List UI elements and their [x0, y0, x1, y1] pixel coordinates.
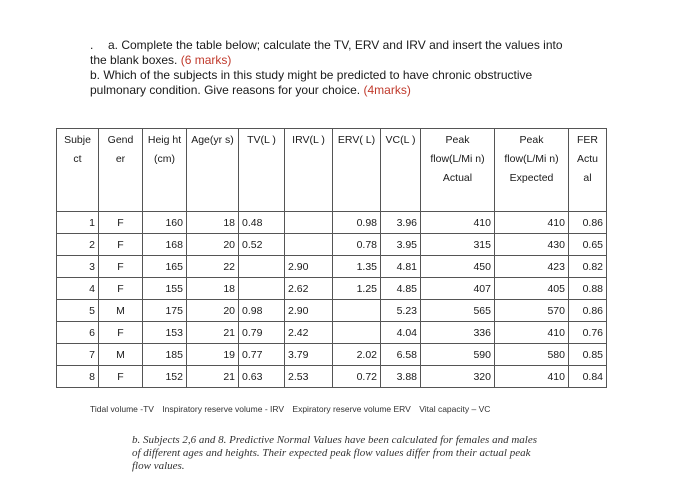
table-cell: 410 [421, 212, 495, 234]
table-cell: 3.95 [381, 234, 421, 256]
table-cell: F [99, 256, 143, 278]
table-cell: 0.78 [333, 234, 381, 256]
question-b-text2: pulmonary condition. Give reasons for your choice. [90, 83, 361, 97]
column-header: Gend er [99, 129, 143, 212]
question-block [90, 38, 650, 98]
blank-cell[interactable] [239, 278, 285, 300]
table-cell: 336 [421, 322, 495, 344]
table-cell: 2.42 [285, 322, 333, 344]
table-row [57, 344, 607, 366]
column-header: Peak flow(L/Mi n) Actual [421, 129, 495, 212]
table-cell: 0.82 [569, 256, 607, 278]
abbreviation-legend [90, 404, 650, 414]
blank-cell[interactable] [333, 300, 381, 322]
table-cell: 570 [495, 300, 569, 322]
column-header: TV(L ) [239, 129, 285, 212]
column-header: IRV(L ) [285, 129, 333, 212]
table-cell: 21 [187, 322, 239, 344]
table-cell: 18 [187, 212, 239, 234]
question-a-marks: (6 marks) [180, 53, 232, 67]
table-cell: 0.85 [569, 344, 607, 366]
table-cell: 153 [143, 322, 187, 344]
table-cell: 0.72 [333, 366, 381, 388]
table-cell: 6 [57, 322, 99, 344]
table-row [57, 322, 607, 344]
table-cell: 4 [57, 278, 99, 300]
table-cell: 185 [143, 344, 187, 366]
table-row [57, 256, 607, 278]
table-cell: 0.52 [239, 234, 285, 256]
column-header: ERV( L) [333, 129, 381, 212]
legend-vc: Vital capacity – VC [419, 404, 491, 414]
table-cell: 5.23 [381, 300, 421, 322]
table-cell: 22 [187, 256, 239, 278]
table-row [57, 366, 607, 388]
question-a-text: a. Complete the table below; calculate the TV, ERV and IRV and insert the values into [108, 38, 563, 52]
blank-cell[interactable] [285, 234, 333, 256]
table-header-row [57, 129, 607, 212]
table-cell: 0.76 [569, 322, 607, 344]
column-header: FER Actu al [569, 129, 607, 212]
table-body [57, 212, 607, 388]
table-cell: 4.85 [381, 278, 421, 300]
table-cell: 2.90 [285, 256, 333, 278]
table-cell: 1.25 [333, 278, 381, 300]
table-row [57, 300, 607, 322]
table-cell: 155 [143, 278, 187, 300]
table-cell: 3.88 [381, 366, 421, 388]
legend-irv: Inspiratory reserve volume - IRV [162, 404, 285, 414]
table-cell: 20 [187, 300, 239, 322]
question-b-line2 [90, 83, 650, 98]
table-cell: 18 [187, 278, 239, 300]
table-cell: 1.35 [333, 256, 381, 278]
table-cell: 0.77 [239, 344, 285, 366]
table-cell: 152 [143, 366, 187, 388]
table-cell: 407 [421, 278, 495, 300]
table-cell: 410 [495, 366, 569, 388]
table-row [57, 212, 607, 234]
blank-cell[interactable] [239, 256, 285, 278]
question-a-line1 [90, 38, 650, 53]
column-header: Age(yr s) [187, 129, 239, 212]
column-header: Heig ht (cm) [143, 129, 187, 212]
table-cell: 19 [187, 344, 239, 366]
table-cell: 160 [143, 212, 187, 234]
table-cell: F [99, 366, 143, 388]
table-cell: 0.98 [333, 212, 381, 234]
blank-cell[interactable] [333, 322, 381, 344]
table-cell: 2.90 [285, 300, 333, 322]
table-cell: 410 [495, 212, 569, 234]
question-a-bullet: . [90, 38, 94, 52]
table-cell: 0.86 [569, 212, 607, 234]
answer-line3: flow values. [132, 460, 185, 472]
table-cell: 315 [421, 234, 495, 256]
table-cell: 8 [57, 366, 99, 388]
legend-erv: Expiratory reserve volume ERV [292, 404, 411, 414]
table-cell: 5 [57, 300, 99, 322]
table-cell: 580 [495, 344, 569, 366]
table-cell: 1 [57, 212, 99, 234]
table-cell: 565 [421, 300, 495, 322]
table-cell: 423 [495, 256, 569, 278]
table-cell: 590 [421, 344, 495, 366]
table-cell: 410 [495, 322, 569, 344]
question-a-line2 [90, 53, 650, 68]
table-cell: 4.04 [381, 322, 421, 344]
table-cell: 3.96 [381, 212, 421, 234]
table-cell: 6.58 [381, 344, 421, 366]
question-b-marks: (4marks) [363, 83, 411, 97]
table-cell: 20 [187, 234, 239, 256]
table-cell: 168 [143, 234, 187, 256]
table-cell: F [99, 234, 143, 256]
answer-text [132, 434, 632, 473]
table-cell: 0.88 [569, 278, 607, 300]
table-cell: M [99, 344, 143, 366]
table-cell: 0.84 [569, 366, 607, 388]
table-cell: 0.48 [239, 212, 285, 234]
lung-function-table [56, 128, 607, 388]
table-cell: 0.63 [239, 366, 285, 388]
legend-tv: Tidal volume -TV [90, 404, 154, 414]
table-cell: 175 [143, 300, 187, 322]
table-cell: M [99, 300, 143, 322]
table-cell: 0.98 [239, 300, 285, 322]
table-cell: 320 [421, 366, 495, 388]
table-cell: 2.02 [333, 344, 381, 366]
question-b-line1 [90, 68, 650, 83]
table-cell: F [99, 322, 143, 344]
column-header: VC(L ) [381, 129, 421, 212]
question-b-text: b. Which of the subjects in this study might be predicted to have chronic obstructive [90, 68, 533, 82]
table-cell: 405 [495, 278, 569, 300]
table-cell: 0.65 [569, 234, 607, 256]
table-cell: 450 [421, 256, 495, 278]
table-cell: 0.86 [569, 300, 607, 322]
table-cell: F [99, 212, 143, 234]
table-cell: 2.62 [285, 278, 333, 300]
table-cell: 2.53 [285, 366, 333, 388]
column-header: Subje ct [57, 129, 99, 212]
column-header: Peak flow(L/Mi n) Expected [495, 129, 569, 212]
table-cell: 3.79 [285, 344, 333, 366]
table-cell: 430 [495, 234, 569, 256]
table-cell: 2 [57, 234, 99, 256]
blank-cell[interactable] [285, 212, 333, 234]
table-cell: 4.81 [381, 256, 421, 278]
question-a-text2: the blank boxes. [90, 53, 178, 67]
table-cell: F [99, 278, 143, 300]
table-row [57, 278, 607, 300]
table-cell: 7 [57, 344, 99, 366]
table-cell: 165 [143, 256, 187, 278]
table-cell: 21 [187, 366, 239, 388]
answer-line1: b. Subjects 2,6 and 8. Predictive Normal Values have been calculated for females and males [132, 434, 537, 446]
answer-line2: of different ages and heights. Their expected peak flow values differ from their actual peak [132, 447, 531, 459]
table-cell: 0.79 [239, 322, 285, 344]
table-cell: 3 [57, 256, 99, 278]
table-row [57, 234, 607, 256]
